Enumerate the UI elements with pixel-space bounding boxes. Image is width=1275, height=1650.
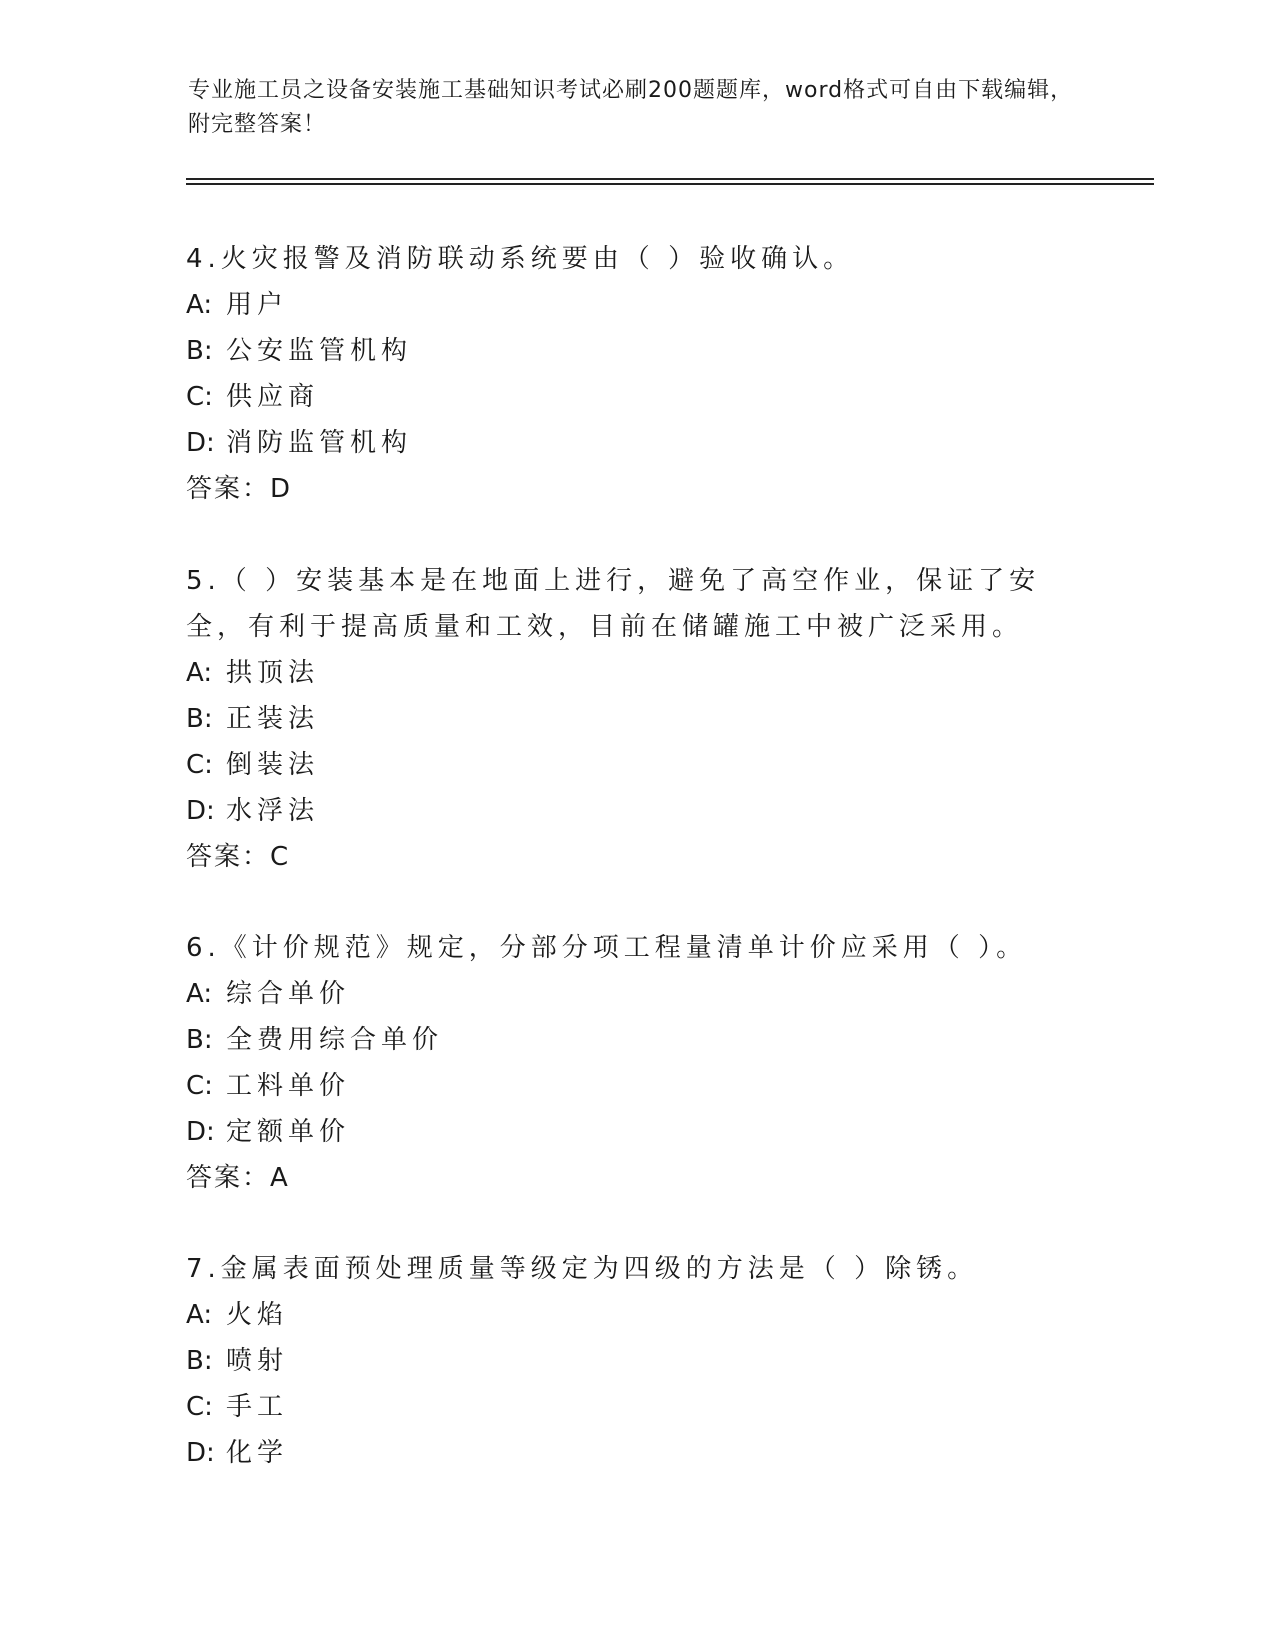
option-text: 手工 — [226, 1392, 289, 1422]
option-b — [186, 696, 1086, 742]
question-text: 4.火灾报警及消防联动系统要由（ ）验收确认。 — [186, 244, 855, 274]
option-letter: A: — [186, 979, 213, 1009]
option-letter: B: — [186, 1346, 213, 1376]
option-text: 消防监管机构 — [226, 428, 413, 458]
option-d — [186, 788, 1086, 834]
question-text: 7.金属表面预处理质量等级定为四级的方法是（ ）除锈。 — [186, 1254, 979, 1284]
option-text: 喷射 — [226, 1346, 289, 1376]
option-c — [186, 1384, 1086, 1430]
option-text: 全费用综合单价 — [226, 1025, 444, 1055]
option-letter: B: — [186, 336, 213, 366]
option-a — [186, 971, 1086, 1017]
option-d — [186, 420, 1086, 466]
header-divider-top — [186, 178, 1154, 180]
option-letter: B: — [186, 1025, 213, 1055]
header-divider-bottom — [186, 183, 1154, 185]
option-letter: D: — [186, 1117, 215, 1147]
option-text: 化学 — [226, 1438, 289, 1468]
question-text: 6.《计价规范》规定，分部分项工程量清单计价应采用（ ）。 — [186, 933, 1028, 963]
answer-line: 答案：C — [186, 842, 291, 872]
option-text: 定额单价 — [226, 1117, 351, 1147]
option-b — [186, 1338, 1086, 1384]
option-c — [186, 742, 1086, 788]
option-a — [186, 1292, 1086, 1338]
question-text: 5.（ ）安装基本是在地面上进行，避免了高空作业，保证了安全，有利于提高质量和工效，目前在储罐施工中被广泛采用。 — [186, 566, 1041, 642]
option-letter: D: — [186, 796, 215, 826]
document-header-title: 专业施工员之设备安装施工基础知识考试必刷200题题库，word格式可自由下载编辑，附完整答案！ — [188, 78, 1074, 137]
option-letter: D: — [186, 1438, 215, 1468]
option-text: 拱顶法 — [226, 658, 320, 688]
answer-line: 答案：D — [186, 474, 293, 504]
option-letter: C: — [186, 1071, 213, 1101]
option-letter: B: — [186, 704, 213, 734]
option-a — [186, 282, 1086, 328]
question-block — [186, 1246, 1086, 1476]
option-letter: C: — [186, 750, 213, 780]
option-text: 公安监管机构 — [226, 336, 413, 366]
option-a — [186, 650, 1086, 696]
answer-line: 答案：A — [186, 1163, 290, 1193]
option-letter: D: — [186, 428, 215, 458]
question-block — [186, 925, 1086, 1201]
option-c — [186, 374, 1086, 420]
option-d — [186, 1430, 1086, 1476]
option-d — [186, 1109, 1086, 1155]
option-b — [186, 328, 1086, 374]
option-text: 工料单价 — [226, 1071, 351, 1101]
option-letter: C: — [186, 382, 213, 412]
option-text: 综合单价 — [226, 979, 351, 1009]
option-letter: A: — [186, 658, 213, 688]
option-letter: C: — [186, 1392, 213, 1422]
option-b — [186, 1017, 1086, 1063]
option-c — [186, 1063, 1086, 1109]
option-text: 倒装法 — [226, 750, 320, 780]
option-letter: A: — [186, 1300, 213, 1330]
option-text: 火焰 — [226, 1300, 289, 1330]
option-text: 正装法 — [226, 704, 320, 734]
option-letter: A: — [186, 290, 213, 320]
question-block — [186, 558, 1086, 880]
question-block — [186, 236, 1086, 512]
option-text: 水浮法 — [226, 796, 320, 826]
option-text: 用户 — [226, 290, 289, 320]
option-text: 供应商 — [226, 382, 320, 412]
